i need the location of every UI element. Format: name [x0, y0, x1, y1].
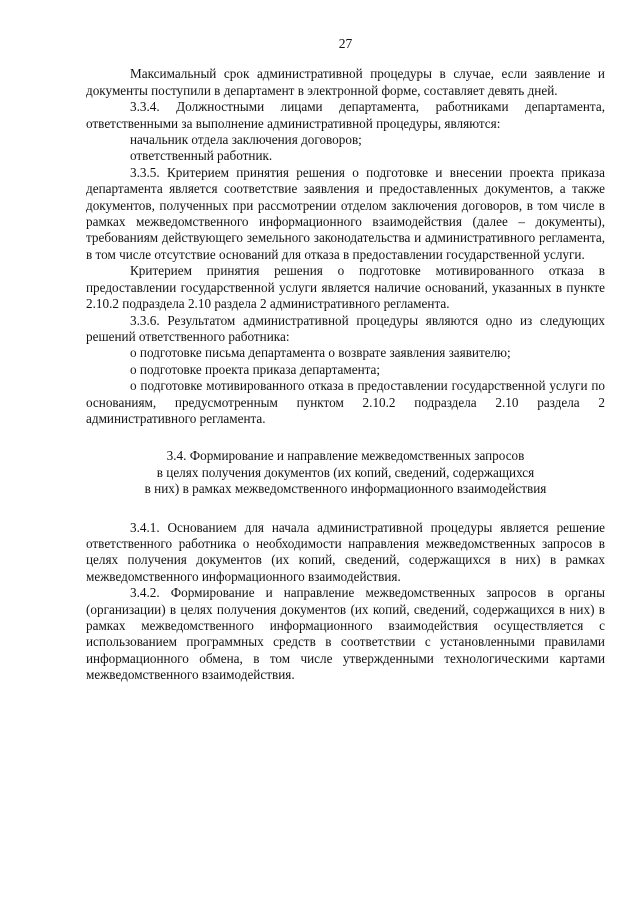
heading-line: в целях получения документов (их копий, сведений, содержащихся — [156, 464, 535, 480]
section-3-4-body — [86, 520, 605, 684]
page-number: 27 — [338, 36, 353, 51]
heading-line: в них) в рамках межведомственного информационного взаимодействия — [144, 481, 547, 497]
paragraph-3-4-2: 3.4.2. Формирование и направление межведомственных запросов в органы (организации) в целях получения документов (их копий, сведений, содержащихся в них) в рамках межведомственного информационного взаимодействия осуществляется с использованием программных средств в соответствии с установленными правилами информационного обмена, в том числе утвержденными технологическими картами межведомственного взаимодействия. — [86, 585, 605, 683]
list-item-motivated-refusal: о подготовке мотивированного отказа в предоставлении государственной услуги по основаниям, предусмотренным пунктом 2.10.2 подраздела 2.10 раздела 2 административного регламента. — [86, 378, 605, 426]
paragraph-3-3-4: 3.3.4. Должностными лицами департамента, работниками департамента, ответственными за выполнение административной процедуры, являются: — [86, 99, 605, 131]
paragraph-3-3-5: 3.3.5. Критерием принятия решения о подготовке и внесении проекта приказа департамента является соответствие заявления и предоставленных документов, а также документов, полученных при рассмотрении отделом заключения договоров, в том числе в рамках межведомственного информационного взаимодействия (далее – документы), требованиям действующего земельного законодательства и административного регламента, в том числе отсутствие оснований для отказа в предоставлении государственной услуги. — [86, 164, 605, 262]
paragraph-max-term: Максимальный срок административной процедуры в случае, если заявление и документы поступили в департамент в электронной форме, составляет девять дней. — [86, 66, 605, 98]
list-item-head-of-department: начальник отдела заключения договоров; — [130, 132, 362, 148]
section-3-4-heading — [86, 448, 605, 497]
list-item-order-draft: о подготовке проекта приказа департамента; — [130, 361, 381, 377]
paragraph-3-4-1: 3.4.1. Основанием для начала административной процедуры является решение ответственного работника о необходимости направления межведомственных запросов в целях получения документов (их копий, сведений, содержащихся в них) в рамках межведомственного информационного взаимодействия. — [86, 519, 605, 584]
list-item-return-letter: о подготовке письма департамента о возврате заявления заявителю; — [130, 345, 511, 361]
section-3-3-body — [86, 66, 605, 427]
paragraph-refusal-criterion: Критерием принятия решения о подготовке мотивированного отказа в предоставлении государственной услуги является наличие оснований, указанных в пункте 2.10.2 подраздела 2.10 раздела 2 административного регламента. — [86, 263, 605, 312]
list-item-responsible-worker: ответственный работник. — [130, 148, 273, 164]
heading-line: 3.4. Формирование и направление межведомственных запросов — [166, 448, 525, 464]
paragraph-3-3-6: 3.3.6. Результатом административной процедуры являются одно из следующих решений ответственного работника: — [86, 312, 605, 344]
